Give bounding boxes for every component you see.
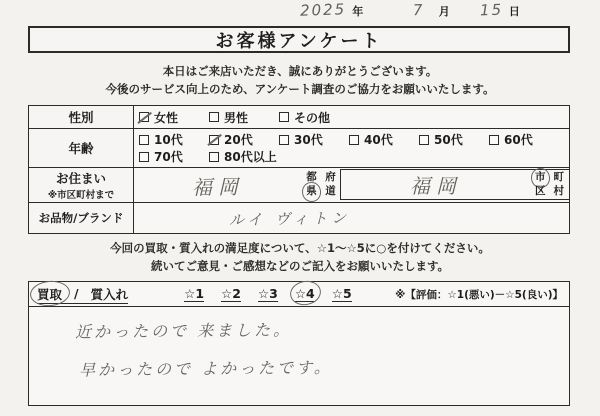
checkbox-20s	[209, 135, 219, 145]
gender-option-male-label: 男性	[224, 110, 249, 125]
age-row	[29, 129, 569, 168]
age-option-20s	[209, 131, 279, 148]
rating-header	[29, 282, 569, 307]
form-title: お客様アンケート	[215, 30, 383, 52]
age-options	[134, 129, 569, 167]
gender-option-other	[279, 109, 349, 126]
age-option-20s-label: 20代	[224, 133, 253, 147]
rating-scale-note: ※【評価：☆1(悪い)－☆5(良い)】	[395, 288, 563, 301]
age-option-10s	[139, 131, 209, 148]
checkbox-other	[279, 112, 289, 122]
residence-row	[29, 168, 569, 203]
gender-option-female-label: 女性	[154, 110, 179, 125]
date-line	[300, 1, 592, 19]
rating-comments-box	[28, 281, 570, 406]
gender-label: 性別	[29, 106, 134, 128]
checkbox-50s	[419, 135, 429, 145]
age-label: 年齢	[29, 129, 134, 167]
star-rating-4: ☆4	[294, 286, 315, 301]
residence-label-cell	[29, 168, 134, 202]
city-write-area	[341, 170, 531, 199]
unit-char-ku: 区	[535, 184, 546, 197]
unit-char-ken: 県	[306, 185, 317, 197]
intro-text	[0, 62, 600, 99]
age-option-40s-label: 40代	[364, 133, 393, 147]
checkbox-female	[139, 112, 149, 122]
prefecture-write-area	[134, 171, 302, 200]
satisfaction-intro	[0, 240, 600, 276]
age-option-80s-plus-label: 80代以上	[224, 150, 277, 164]
star-rating-2: ☆2	[221, 286, 241, 301]
age-option-60s-label: 60代	[504, 133, 533, 147]
age-option-50s	[419, 131, 489, 148]
checkbox-30s	[279, 135, 289, 145]
age-option-30s	[279, 131, 349, 148]
checkbox-10s	[139, 135, 149, 145]
handwritten-year: 2025	[299, 0, 347, 20]
age-option-70s	[139, 148, 209, 165]
handwritten-comment-line-1: 近かったので 来ました。	[74, 320, 293, 342]
handwritten-comment-line-2: 早かったので よかったです。	[78, 357, 333, 380]
gender-options	[134, 106, 569, 128]
checkbox-male	[209, 112, 219, 122]
star-rating-5: ☆5	[331, 286, 352, 301]
star-rating-3: ☆3	[257, 286, 278, 301]
prefecture-unit-grid	[302, 171, 340, 198]
handwritten-day: 15	[479, 0, 504, 20]
day-unit-label: 日	[508, 5, 520, 18]
checkbox-80s-plus	[209, 152, 219, 162]
city-write-box	[340, 169, 569, 200]
unit-char-cho: 町	[553, 170, 564, 183]
unit-char-shi: 市	[535, 170, 546, 183]
handwritten-month: 7	[412, 0, 426, 20]
age-option-40s	[349, 131, 419, 148]
age-option-30s-label: 30代	[294, 133, 323, 147]
comments-area	[29, 307, 569, 378]
gender-option-other-label: その他	[294, 110, 331, 125]
age-option-10s-label: 10代	[154, 133, 183, 147]
star-rating-scale	[184, 286, 369, 302]
residence-label: お住まい	[55, 171, 106, 186]
city-unit-grid	[531, 171, 569, 198]
age-option-60s	[489, 131, 559, 148]
survey-table	[28, 105, 570, 234]
residence-sublabel: ※市区町村まで	[47, 190, 115, 201]
year-unit-label: 年	[352, 5, 364, 18]
type-option-shichiire: 質入れ	[90, 286, 129, 302]
age-option-50s-label: 50代	[434, 133, 463, 147]
gender-option-female	[139, 109, 209, 126]
residence-value	[134, 168, 569, 202]
type-option-kaitori: 買取	[37, 286, 63, 302]
gender-row	[29, 106, 569, 129]
intro-line-1: 本日はご来店いただき、誠にありがとうございます。	[162, 64, 438, 78]
handwritten-item-brand: ルイ ヴィトン	[228, 208, 351, 229]
item-value	[134, 203, 569, 233]
satisfaction-intro-line-2: 続いてご意見・ご感想などのご記入をお願いいたします。	[150, 258, 450, 273]
unit-char-to: 都	[306, 171, 317, 184]
title-box	[28, 26, 570, 53]
item-label: お品物/ブランド	[29, 203, 134, 233]
handwritten-prefecture: 福岡	[191, 174, 245, 199]
age-option-70s-label: 70代	[154, 150, 183, 164]
checkbox-60s	[489, 135, 499, 145]
intro-line-2: 今後のサービス向上のため、アンケート調査のご協力をお願いいたします。	[105, 82, 495, 97]
age-option-80s-plus	[209, 148, 277, 165]
month-unit-label: 月	[438, 5, 450, 18]
star-rating-1: ☆1	[184, 286, 205, 301]
transaction-type-group	[37, 285, 128, 304]
handwritten-city: 福岡	[410, 174, 462, 198]
unit-char-fu: 府	[325, 171, 336, 184]
gender-option-male	[209, 109, 279, 126]
checkbox-70s	[139, 152, 149, 162]
unit-char-do: 道	[325, 185, 336, 197]
item-row	[29, 203, 569, 233]
checkbox-40s	[349, 135, 359, 145]
satisfaction-intro-line-1: 今回の買取・質入れの満足度について、☆1～☆5に○を付けてください。	[110, 241, 490, 255]
unit-char-son: 村	[553, 184, 564, 197]
type-separator: /	[74, 286, 79, 301]
